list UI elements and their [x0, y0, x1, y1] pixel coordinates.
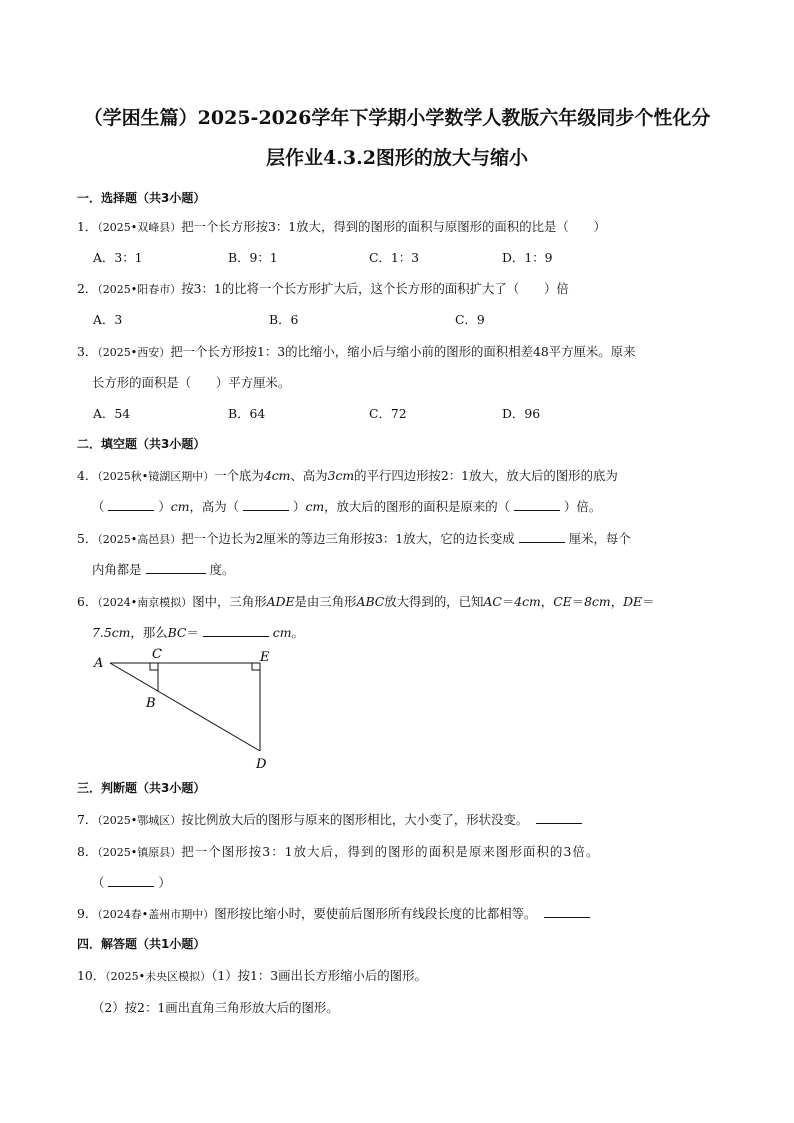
- value: ABC: [356, 594, 385, 609]
- question-text: （: [92, 875, 105, 890]
- question-text: ）: [158, 875, 171, 890]
- q1-option-d: D．1：9: [502, 250, 553, 265]
- unit: cm: [272, 625, 292, 640]
- label-b: B: [146, 696, 156, 711]
- label-a: A: [94, 656, 104, 671]
- question-number: 4．: [77, 468, 98, 483]
- question-text: ）: [158, 499, 171, 514]
- question-text: 按比例放大后的图形与原来的图形相比，大小变了，形状没变。: [181, 812, 529, 827]
- question-number: 9．: [77, 906, 98, 921]
- q3-option-a: A．54: [93, 406, 131, 421]
- question-text: 放大得到的，已知: [384, 594, 484, 609]
- question-text: 一个底为: [214, 468, 264, 483]
- section-heading-solve: 四．解答题（共1小题）: [77, 937, 206, 951]
- question-number: 10．: [77, 968, 106, 983]
- question-3: [77, 342, 635, 360]
- question-text: ＝: [642, 594, 655, 609]
- doc-title-line-1: （学困生篇）2025-2026学年下学期小学数学人教版六年级同步个性化分: [83, 107, 711, 129]
- question-source: （2025•高邑县）: [97, 533, 182, 546]
- question-number: 2．: [77, 281, 98, 296]
- question-8-line-2: [92, 873, 171, 891]
- question-text: ＝: [501, 594, 515, 609]
- value: ADE: [266, 594, 295, 609]
- question-text: 把一个边长为2厘米的等边三角形按3：1放大，它的边长变成: [181, 531, 515, 546]
- question-number: 8．: [77, 844, 98, 859]
- q2-option-b: B．6: [269, 312, 299, 327]
- unit: cm: [170, 499, 190, 514]
- question-text: （: [92, 499, 105, 514]
- q1-option-c: C．1：3: [369, 250, 420, 265]
- question-9: [77, 904, 594, 922]
- question-source: （2025•鄂城区）: [97, 814, 182, 827]
- question-number: 7．: [77, 812, 98, 827]
- unit: cm: [305, 499, 325, 514]
- question-8: [77, 842, 599, 860]
- right-angle-mark-e: [252, 663, 260, 670]
- question-text: 把一个图形按3：1放大后，得到的图形的面积是原来图形面积的3倍。: [181, 844, 600, 859]
- question-4: [77, 466, 618, 484]
- question-10-line-2: （2）按2：1画出直角三角形放大后的图形。: [92, 1000, 339, 1015]
- question-5-line-2: [92, 560, 234, 578]
- value: BC: [167, 625, 187, 640]
- segment-ad: [110, 663, 260, 751]
- question-number: 5．: [77, 531, 98, 546]
- question-text: ）倍。: [564, 499, 602, 514]
- answer-blank[interactable]: [514, 499, 560, 511]
- question-number: 3．: [77, 344, 98, 359]
- value: DE: [623, 594, 643, 609]
- q2-option-c: C．9: [455, 312, 485, 327]
- question-5: [77, 529, 631, 547]
- value: AC: [483, 594, 502, 609]
- question-source: （2025•阳春市）: [97, 283, 182, 296]
- question-source: （2025•双峰县）: [97, 221, 182, 234]
- answer-blank[interactable]: [108, 499, 154, 511]
- question-1: [77, 217, 606, 235]
- question-text: 把一个长方形按1：3的比缩小，缩小后与缩小前的图形的面积相差48平方厘米。原来: [170, 344, 636, 359]
- question-text: ，放大后的图形的面积是原来的（: [324, 499, 510, 514]
- question-text: ＝: [186, 625, 199, 640]
- question-text: 是由三角形: [294, 594, 357, 609]
- answer-blank[interactable]: [243, 499, 289, 511]
- section-heading-fill: 二．填空题（共3小题）: [77, 437, 206, 451]
- question-text: ，那么: [130, 625, 168, 640]
- value: 4cm: [263, 468, 291, 483]
- question-text: （1）按1：3画出长方形缩小后的图形。: [211, 968, 427, 983]
- section-heading-choice: 一．选择题（共3小题）: [77, 191, 206, 205]
- label-e: E: [260, 650, 270, 665]
- question-source: （2025•西安）: [97, 346, 171, 359]
- triangle-figure: [86, 645, 286, 775]
- q2-option-a: A．3: [93, 312, 123, 327]
- question-text: 。: [291, 625, 304, 640]
- section-heading-judge: 三．判断题（共3小题）: [77, 781, 206, 795]
- q1-option-a: A．3：1: [93, 250, 143, 265]
- question-text: 、高为: [290, 468, 328, 483]
- question-4-line-2: [92, 497, 601, 515]
- q3-option-c: C．72: [369, 406, 407, 421]
- question-10: [77, 966, 427, 984]
- q3-option-d: D．96: [502, 406, 541, 421]
- question-text: ）: [293, 499, 306, 514]
- question-source: （2024春•盖州市期中）: [97, 908, 215, 921]
- question-text: 按3：1的比将一个长方形扩大后，这个长方形的面积扩大了（ ）倍: [181, 281, 569, 296]
- label-c: C: [152, 647, 162, 662]
- question-3-line-2: 长方形的面积是（ ）平方厘米。: [92, 375, 291, 390]
- answer-blank[interactable]: [519, 531, 565, 543]
- label-d: D: [256, 757, 267, 772]
- question-text: 图形按比缩小时，要使前后图形所有线段长度的比都相等。: [214, 906, 537, 921]
- answer-blank[interactable]: [146, 562, 206, 574]
- question-text: 度。: [209, 562, 235, 577]
- value: 7.5cm: [92, 625, 131, 640]
- q3-option-b: B．64: [228, 406, 266, 421]
- answer-blank[interactable]: [108, 875, 154, 887]
- answer-blank[interactable]: [536, 812, 582, 824]
- question-text: 厘米，每个: [568, 531, 631, 546]
- question-source: （2025•镇原县）: [97, 846, 182, 859]
- question-source: （2025•未央区模拟）: [105, 970, 212, 983]
- question-text: ，高为（: [189, 499, 240, 514]
- question-source: （2025秋•镜湖区期中）: [97, 470, 215, 483]
- answer-blank[interactable]: [203, 625, 269, 637]
- doc-title-line-2: 层作业4.3.2图形的放大与缩小: [266, 147, 528, 169]
- question-text: ＝: [571, 594, 585, 609]
- question-6-line-2: [92, 623, 304, 641]
- right-angle-mark-c: [150, 663, 158, 670]
- question-text: 的平行四边形按2：1放大，放大后的图形的底为: [354, 468, 618, 483]
- value: 4cm: [514, 594, 541, 609]
- question-text: ，: [540, 594, 554, 609]
- value: 3cm: [327, 468, 355, 483]
- question-text: 图中，三角形: [192, 594, 267, 609]
- value: 8cm: [584, 594, 611, 609]
- question-2: [77, 279, 569, 297]
- question-text: ，: [610, 594, 624, 609]
- value: CE: [553, 594, 572, 609]
- question-text: 内角都是: [92, 562, 142, 577]
- question-number: 1．: [77, 219, 98, 234]
- q1-option-b: B．9：1: [228, 250, 278, 265]
- question-source: （2024•南京模拟）: [97, 596, 193, 609]
- question-7: [77, 810, 586, 828]
- question-6: [77, 592, 654, 610]
- question-number: 6．: [77, 594, 98, 609]
- question-text: 把一个长方形按3：1放大，得到的图形的面积与原图形的面积的比是（ ）: [181, 219, 606, 234]
- answer-blank[interactable]: [544, 906, 590, 918]
